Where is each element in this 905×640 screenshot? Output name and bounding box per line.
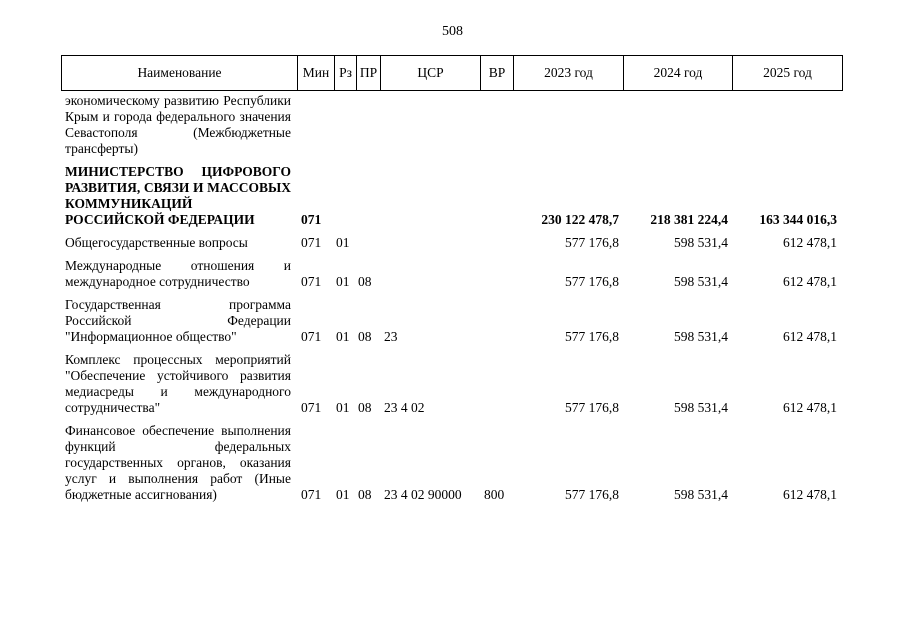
row-2023: 577 176,8: [565, 487, 619, 502]
row-csr: 23: [384, 329, 398, 344]
row-min: 071: [301, 400, 322, 415]
row-2025: 612 478,1: [783, 329, 837, 344]
row-2024: 598 531,4: [674, 235, 728, 250]
table-body: [61, 93, 841, 510]
row-2024: 598 531,4: [674, 274, 728, 289]
row-vr: 800: [484, 487, 505, 502]
row-pr: 08: [358, 329, 372, 344]
row-pr: 08: [358, 487, 372, 502]
table-row: [61, 297, 841, 345]
row-min: 071: [301, 235, 322, 250]
row-2025: 612 478,1: [783, 487, 837, 502]
header-vr: ВР: [481, 56, 514, 90]
header-csr: ЦСР: [381, 56, 481, 90]
row-name: Финансовое обеспечение выполнения функций федеральных государственных органов, оказания услуг и выполнения работ (Иные бюджетные ассигнования): [65, 423, 291, 502]
row-name: Общегосударственные вопросы: [65, 235, 248, 250]
header-pr: ПР: [357, 56, 381, 90]
row-name: МИНИСТЕРСТВО ЦИФРОВОГО РАЗВИТИЯ, СВЯЗИ И МАССОВЫХ КОММУНИКАЦИЙ РОССИЙСКОЙ ФЕДЕРАЦИИ: [65, 164, 291, 227]
header-2023: 2023 год: [514, 56, 624, 90]
row-rz: 01: [336, 235, 350, 250]
row-name: Комплекс процессных мероприятий "Обеспечение устойчивого развития медиасреды и международного сотрудничества": [65, 352, 291, 415]
row-2024: 598 531,4: [674, 400, 728, 415]
row-csr: 23 4 02: [384, 400, 425, 415]
row-min: 071: [301, 274, 322, 289]
table-row: [61, 258, 841, 290]
header-2024: 2024 год: [624, 56, 733, 90]
row-2025: 612 478,1: [783, 274, 837, 289]
table-header: [61, 55, 843, 91]
row-rz: 01: [336, 400, 350, 415]
row-2023: 577 176,8: [565, 274, 619, 289]
page-number: 508: [442, 24, 463, 39]
table-row: [61, 93, 841, 157]
row-2023: 577 176,8: [565, 400, 619, 415]
row-name: Государственная программа Российской Федерации "Информационное общество": [65, 297, 291, 344]
row-rz: 01: [336, 329, 350, 344]
row-name: экономическому развитию Республики Крым и города федерального значения Севастополя (Межбюджетные трансферты): [65, 93, 291, 156]
row-2023: 230 122 478,7: [541, 212, 619, 227]
table-row: [61, 423, 841, 503]
header-name: Наименование: [62, 56, 298, 90]
row-rz: 01: [336, 487, 350, 502]
row-2025: 612 478,1: [783, 400, 837, 415]
row-2023: 577 176,8: [565, 329, 619, 344]
row-pr: 08: [358, 400, 372, 415]
row-csr: 23 4 02 90000: [384, 487, 462, 502]
row-2025: 612 478,1: [783, 235, 837, 250]
table-row: [61, 164, 841, 228]
header-2025: 2025 год: [763, 65, 812, 80]
row-2024: 218 381 224,4: [650, 212, 728, 227]
row-rz: 01: [336, 274, 350, 289]
table-row: [61, 235, 841, 251]
header-rz: Рз: [335, 56, 357, 90]
header-min: Мин: [298, 56, 335, 90]
row-min: 071: [301, 329, 322, 344]
row-min: 071: [301, 487, 322, 502]
row-name: Международные отношения и международное сотрудничество: [65, 258, 291, 289]
table-row: [61, 352, 841, 416]
row-pr: 08: [358, 274, 372, 289]
row-2023: 577 176,8: [565, 235, 619, 250]
row-min: 071: [301, 212, 322, 227]
row-2025: 163 344 016,3: [759, 212, 837, 227]
row-2024: 598 531,4: [674, 329, 728, 344]
row-2024: 598 531,4: [674, 487, 728, 502]
